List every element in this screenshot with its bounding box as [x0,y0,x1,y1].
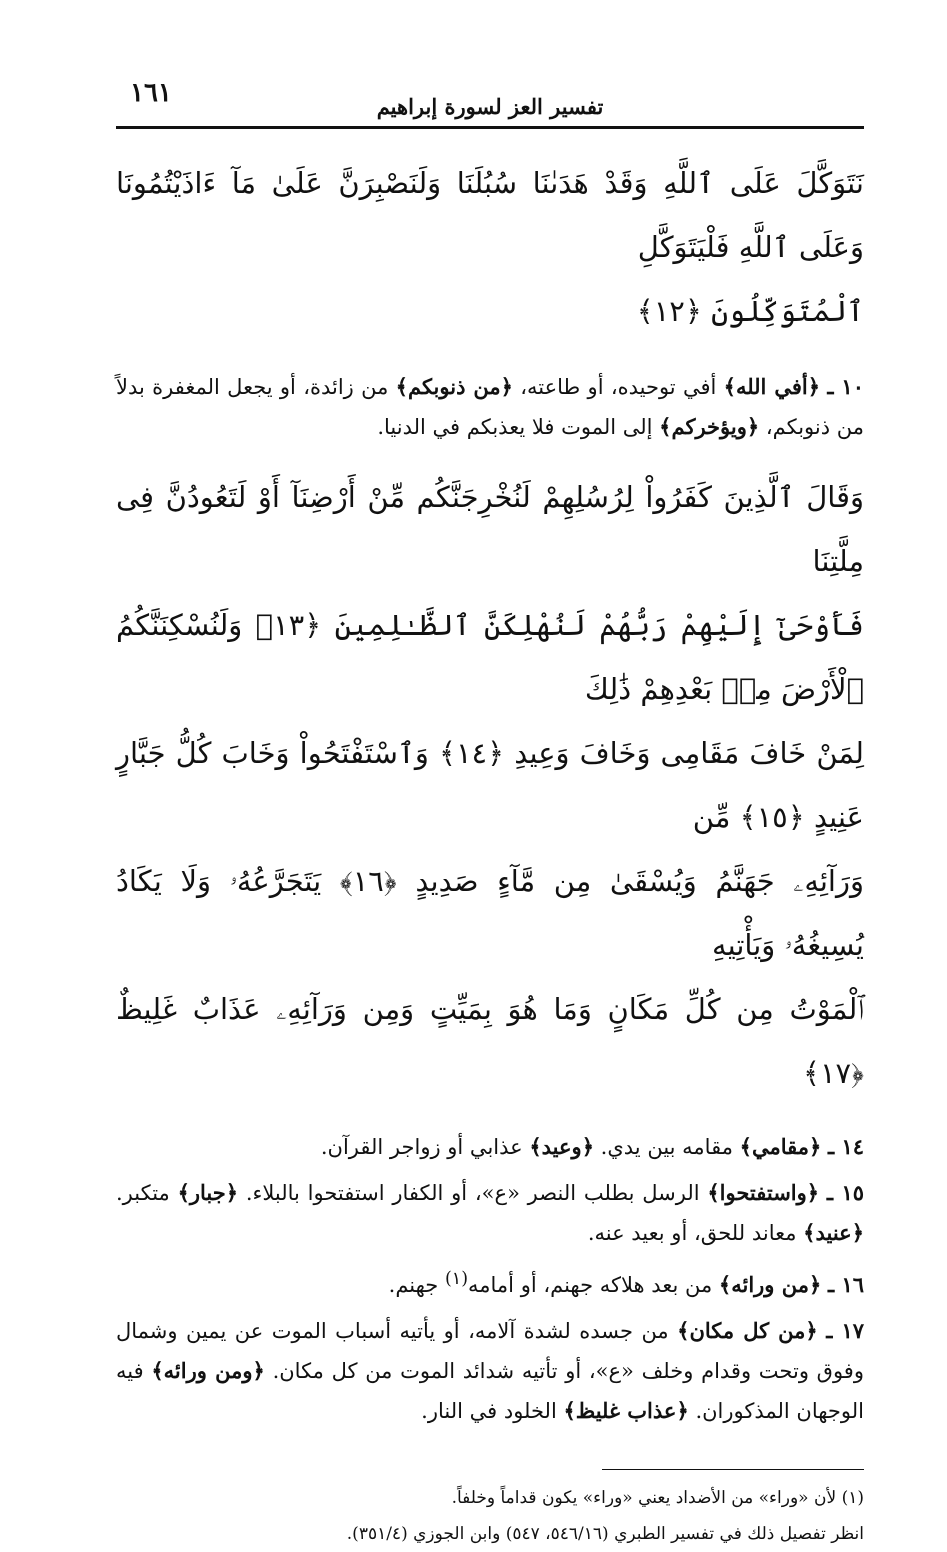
commentary-term: ﴿عذاب غليظ﴾ [563,1398,689,1423]
commentary-term: ﴿عنيد﴾ [803,1220,864,1245]
verse-line: ٱلْمُتَوَكِّلُونَ ﴿١٢﴾ [636,294,864,328]
commentary-number: ١٠ ـ [827,374,864,399]
commentary-17 [116,1311,864,1431]
page-number: ١٦١ [130,78,172,108]
commentary-term: ﴿مقامي﴾ [739,1134,822,1159]
commentary-text: من جسده لشدة آلامه، أو يأتيه أسباب الموت عن يمين وشمال وفوق وتحت وقدام وخلف «ع»، أو تأتيه شدائد الموت من كل مكان. [116,1319,864,1383]
commentary-term: ﴿واستفتحوا﴾ [707,1180,820,1205]
commentary-term: ﴿ومن ورائه﴾ [151,1358,265,1383]
footnote-divider [602,1469,864,1470]
commentary-text: إلى الموت فلا يعذبكم في الدنيا. [377,415,660,439]
commentary-text: جهنم. [388,1273,445,1297]
commentary-16 [116,1259,864,1305]
commentary-10 [116,367,864,447]
commentary-text: متكبر. [116,1181,178,1205]
commentary-number: ١٥ ـ [826,1180,864,1205]
footnotes [116,1480,864,1552]
page-header [116,68,864,129]
commentary-text: الرسل بطلب النصر «ع»، أو الكفار استفتحوا بالبلاء. [245,1181,708,1205]
footnote-1: (١) لأن «وراء» من الأضداد يعني «وراء» يكون قداماً وخلفاً. [451,1488,864,1508]
commentary-text: عذابي أو زواجر القرآن. [320,1135,530,1159]
commentary-text: مقامه بين يدي. [594,1135,740,1159]
commentary-number: ١٦ ـ [827,1272,864,1297]
commentary-15 [116,1173,864,1253]
commentary-14 [116,1127,864,1167]
commentary-group [116,1127,864,1431]
commentary-number: ١٧ ـ [826,1318,864,1343]
verse-line: وَقَالَ ٱلَّذِينَ كَفَرُواْ لِرُسُلِهِمْ لَنُخْرِجَنَّكُم مِّنْ أَرْضِنَآ أَوْ لَتَعُودُنَّ فِى مِلَّتِنَا [116,480,864,578]
commentary-text: معاند للحق، أو بعيد عنه. [587,1221,804,1245]
commentary-term: ﴿من ورائه﴾ [718,1272,822,1297]
commentary-number: ١٤ ـ [827,1134,864,1159]
commentary-text: فيه الوجهان المذكوران. [116,1359,864,1423]
commentary-term: ﴿من ذنوبكم﴾ [395,374,513,399]
commentary-term: ﴿ويؤخركم﴾ [659,414,760,439]
running-title: تفسير العز لسورة إبراهيم [376,94,604,119]
verse-line: ٱلْمَوْتُ مِن كُلِّ مَكَانٍ وَمَا هُوَ بِمَيِّتٍ وَمِن وَرَآئِهِۦ عَذَابٌ غَلِيظٌ ﴿١٧﴾ [116,992,864,1090]
verse-line: فَأَوْحَىٰٓ إِلَيْهِمْ رَبُّهُمْ لَنُهْلِكَنَّ ٱلظَّـٰلِمِينَ ﴿١٣﴾ وَلَنُسْكِنَنَّكُمُ ٱلْأَرْضَ مِنۢ بَعْدِهِمْ ذَٰلِكَ [116,608,864,706]
verse-line: نَتَوَكَّلَ عَلَى ٱللَّهِ وَقَدْ هَدَىٰنَا سُبُلَنَا وَلَنَصْبِرَنَّ عَلَىٰ مَآ ءَاذَيْتُمُونَا وَعَلَى ٱللَّهِ فَلْيَتَوَكَّلِ [116,166,864,264]
quran-verses-block-2 [116,465,864,1105]
verse-line: وَرَآئِهِۦ جَهَنَّمُ وَيُسْقَىٰ مِن مَّآءٍ صَدِيدٍ ﴿١٦﴾ يَتَجَرَّعُهُۥ وَلَا يَكَادُ يُسِيغُهُۥ وَيَأْتِيهِ [116,864,864,962]
commentary-text: من بعد هلاكه جهنم، أو أمامه [468,1273,719,1297]
commentary-term: ﴿وعيد﴾ [529,1134,594,1159]
commentary-term: ﴿جبار﴾ [177,1180,239,1205]
page [116,68,864,1544]
commentary-term: ﴿أفي الله﴾ [723,374,821,399]
verse-line: لِمَنْ خَافَ مَقَامِى وَخَافَ وَعِيدِ ﴿١٤﴾ وَٱسْتَفْتَحُواْ وَخَابَ كُلُّ جَبَّارٍ عَنِيدٍ ﴿١٥﴾ مِّن [116,736,864,834]
commentary-term: ﴿من كل مكان﴾ [677,1318,818,1343]
footnote-marker: (١) [444,1269,469,1289]
quran-verses-block-1 [116,151,864,343]
commentary-text: من زائدة، أو يجعل المغفرة بدلاً من ذنوبكم، [116,375,864,439]
commentary-text: أفي توحيده، أو طاعته، [512,375,724,399]
footnote-reference: انظر تفصيل ذلك في تفسير الطبري (٥٤٦/١٦، ٥٤٧) وابن الجوزي (٣٥١/٤). [346,1524,864,1544]
commentary-text: الخلود في النار. [421,1399,564,1423]
